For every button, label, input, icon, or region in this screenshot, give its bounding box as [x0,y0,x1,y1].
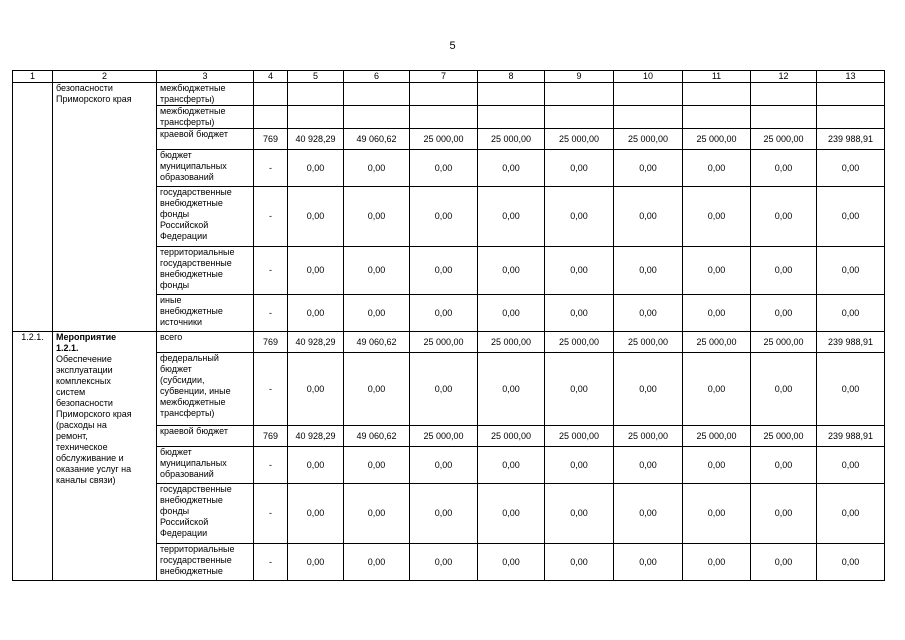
funding-source [157,83,254,106]
table-row [13,83,885,106]
value-cell: 0,00 [614,353,683,426]
value-cell: 0,00 [683,187,751,247]
value-cell: 0,00 [478,544,545,581]
source-line: субвенции, иные [160,386,231,396]
value-cell: 0,00 [614,447,683,484]
source-line: фонды [160,209,190,219]
value-cell: 0,00 [751,247,817,295]
header-cell: 8 [478,71,545,83]
value-cell: 25 000,00 [545,426,614,447]
value-cell: 0,00 [478,295,545,332]
value-cell: 0,00 [288,353,344,426]
measure-continued-name [53,83,157,332]
value-cell: - [254,247,288,295]
name-line: эксплуатации [56,365,113,375]
value-cell: 25 000,00 [751,426,817,447]
value-cell: 0,00 [683,447,751,484]
value-cell: 25 000,00 [545,129,614,150]
value-cell: 0,00 [410,484,478,544]
value-cell: 0,00 [545,447,614,484]
funding-source [157,295,254,332]
value-cell: 0,00 [545,150,614,187]
measure-continued-code [13,83,53,332]
value-cell: 0,00 [683,295,751,332]
source-line: всего [160,332,183,342]
source-line: образований [160,469,214,479]
source-line: муниципальных [160,458,227,468]
value-cell: 25 000,00 [683,332,751,353]
source-line: внебюджетные [160,566,223,576]
funding-source [157,426,254,447]
source-line: внебюджетные [160,198,223,208]
value-cell: 25 000,00 [751,332,817,353]
value-cell: 0,00 [344,447,410,484]
value-cell: 0,00 [817,295,885,332]
header-cell: 7 [410,71,478,83]
source-line: межбюджетные [160,397,226,407]
value-cell: 0,00 [410,187,478,247]
value-cell: 40 928,29 [288,332,344,353]
name-line: каналы связи) [56,475,116,485]
header-cell: 3 [157,71,254,83]
value-cell [751,106,817,129]
value-cell: 25 000,00 [683,426,751,447]
value-cell [344,106,410,129]
value-cell: 49 060,62 [344,426,410,447]
source-line: фонды [160,280,190,290]
value-cell: 0,00 [751,187,817,247]
name-line: техническое [56,442,108,452]
value-cell: 25 000,00 [410,332,478,353]
value-cell: - [254,187,288,247]
name-line: систем [56,387,86,397]
title-line: 1.2.1. [56,343,79,353]
value-cell: 25 000,00 [478,129,545,150]
value-cell: 25 000,00 [478,426,545,447]
value-cell: 49 060,62 [344,332,410,353]
value-cell: 40 928,29 [288,129,344,150]
source-line: трансферты) [160,408,215,418]
header-cell: 9 [545,71,614,83]
value-cell: 0,00 [478,187,545,247]
value-cell: 0,00 [478,447,545,484]
value-cell: 0,00 [410,353,478,426]
header-cell: 13 [817,71,885,83]
funding-source [157,187,254,247]
funding-source [157,484,254,544]
value-cell [478,83,545,106]
value-cell: - [254,544,288,581]
value-cell: 0,00 [288,484,344,544]
value-cell: 0,00 [344,544,410,581]
value-cell: 0,00 [478,247,545,295]
name-line: ремонт, [56,431,88,441]
value-cell: 0,00 [751,484,817,544]
value-cell: 40 928,29 [288,426,344,447]
funding-source [157,544,254,581]
source-line: муниципальных [160,161,227,171]
page-number: 5 [449,40,456,52]
value-cell [410,106,478,129]
value-cell: 25 000,00 [683,129,751,150]
value-cell [344,83,410,106]
source-line: трансферты) [160,94,215,104]
source-line: краевой бюджет [160,426,228,436]
name-line: оказание услуг на [56,464,132,474]
value-cell [545,106,614,129]
value-cell: 0,00 [478,353,545,426]
funding-source [157,332,254,353]
value-cell [254,83,288,106]
value-cell [614,106,683,129]
value-cell: 0,00 [478,484,545,544]
value-cell: 0,00 [751,447,817,484]
value-cell: 0,00 [751,150,817,187]
name-line: безопасности [56,83,113,93]
value-cell [683,83,751,106]
header-cell: 1 [13,71,53,83]
value-cell: 0,00 [288,447,344,484]
source-line: межбюджетные [160,83,226,93]
value-cell: 0,00 [545,187,614,247]
source-line: внебюджетные [160,269,223,279]
value-cell: 0,00 [683,247,751,295]
value-cell: 0,00 [410,447,478,484]
value-cell: 0,00 [683,544,751,581]
value-cell: 0,00 [614,295,683,332]
value-cell: 239 988,91 [817,332,885,353]
value-cell [817,106,885,129]
value-cell: 25 000,00 [614,129,683,150]
header-cell: 4 [254,71,288,83]
value-cell: 0,00 [545,295,614,332]
value-cell: 0,00 [410,247,478,295]
value-cell: 25 000,00 [751,129,817,150]
source-line: федеральный [160,353,219,363]
value-cell: 0,00 [344,247,410,295]
value-cell: 0,00 [614,247,683,295]
funding-source [157,150,254,187]
value-cell: 0,00 [817,187,885,247]
funding-source [157,106,254,129]
name-line: Приморского края [56,94,132,104]
value-cell: 49 060,62 [344,129,410,150]
value-cell [288,106,344,129]
value-cell: 0,00 [410,150,478,187]
title-line: Мероприятие [56,332,117,342]
value-cell: 25 000,00 [410,426,478,447]
value-cell: 769 [254,426,288,447]
value-cell: 0,00 [545,353,614,426]
value-cell: 0,00 [817,150,885,187]
source-line: образований [160,172,214,182]
value-cell [410,83,478,106]
source-line: бюджет [160,150,192,160]
header-cell: 11 [683,71,751,83]
name-line: Приморского края [56,409,132,419]
measure-1-2-1-name [53,332,157,581]
value-cell: 0,00 [817,247,885,295]
source-line: государственные [160,187,232,197]
value-cell: 0,00 [683,353,751,426]
source-line: внебюджетные [160,306,223,316]
source-line: территориальные [160,247,235,257]
value-cell: 0,00 [410,295,478,332]
value-cell: 0,00 [817,353,885,426]
source-line: территориальные [160,544,235,554]
value-cell [254,106,288,129]
value-cell: 25 000,00 [614,332,683,353]
value-cell: 0,00 [410,544,478,581]
table-body [13,83,885,581]
value-cell [817,83,885,106]
source-line: Федерации [160,231,208,241]
name-line: обслуживание и [56,453,124,463]
value-cell: 0,00 [344,353,410,426]
source-line: Российской [160,220,209,230]
value-cell: 0,00 [344,484,410,544]
value-cell: 0,00 [614,544,683,581]
funding-source [157,353,254,426]
value-cell: - [254,447,288,484]
source-line: краевой бюджет [160,129,228,139]
header-row [13,71,885,83]
value-cell: 25 000,00 [410,129,478,150]
source-line: Федерации [160,528,208,538]
source-line: бюджет [160,364,192,374]
source-line: государственные [160,555,232,565]
value-cell [751,83,817,106]
source-line: (субсидии, [160,375,205,385]
header-cell: 5 [288,71,344,83]
header-cell: 2 [53,71,157,83]
budget-table [12,70,885,581]
value-cell [478,106,545,129]
value-cell: 25 000,00 [545,332,614,353]
value-cell: 0,00 [751,544,817,581]
name-line: Обеспечение [56,354,112,364]
value-cell: 25 000,00 [478,332,545,353]
value-cell: 0,00 [344,150,410,187]
value-cell: 769 [254,129,288,150]
value-cell: 0,00 [288,544,344,581]
value-cell: 0,00 [344,295,410,332]
value-cell: 0,00 [614,150,683,187]
value-cell: 0,00 [751,295,817,332]
source-line: межбюджетные [160,106,226,116]
funding-source [157,129,254,150]
value-cell: 0,00 [683,150,751,187]
value-cell: 0,00 [683,484,751,544]
value-cell: 769 [254,332,288,353]
value-cell: 0,00 [817,447,885,484]
source-line: государственные [160,484,232,494]
source-line: фонды [160,506,190,516]
name-line: безопасности [56,398,113,408]
value-cell: - [254,150,288,187]
source-line: бюджет [160,447,192,457]
header-cell: 10 [614,71,683,83]
source-line: государственные [160,258,232,268]
funding-source [157,447,254,484]
header-cell: 6 [344,71,410,83]
value-cell: 0,00 [817,484,885,544]
value-cell: 0,00 [545,484,614,544]
funding-source [157,247,254,295]
value-cell: - [254,295,288,332]
value-cell: 0,00 [545,544,614,581]
table-header [13,71,885,83]
value-cell [683,106,751,129]
value-cell [614,83,683,106]
value-cell [288,83,344,106]
value-cell: 0,00 [288,247,344,295]
value-cell: - [254,484,288,544]
value-cell: 0,00 [288,187,344,247]
measure-1-2-1-code: 1.2.1. [13,332,53,581]
value-cell: 0,00 [817,544,885,581]
value-cell: 25 000,00 [614,426,683,447]
value-cell: 0,00 [288,150,344,187]
value-cell: 0,00 [751,353,817,426]
value-cell: - [254,353,288,426]
value-cell [545,83,614,106]
measure-1-2-1-title [56,332,153,354]
value-cell: 0,00 [344,187,410,247]
value-cell: 0,00 [288,295,344,332]
table-row [13,332,885,353]
name-line: (расходы на [56,420,107,430]
source-line: Российской [160,517,209,527]
source-line: источники [160,317,203,327]
source-line: трансферты) [160,117,215,127]
name-line: комплексных [56,376,111,386]
value-cell: 239 988,91 [817,426,885,447]
value-cell: 0,00 [545,247,614,295]
value-cell: 0,00 [614,187,683,247]
header-cell: 12 [751,71,817,83]
value-cell: 239 988,91 [817,129,885,150]
source-line: внебюджетные [160,495,223,505]
value-cell: 0,00 [478,150,545,187]
value-cell: 0,00 [614,484,683,544]
source-line: иные [160,295,182,305]
